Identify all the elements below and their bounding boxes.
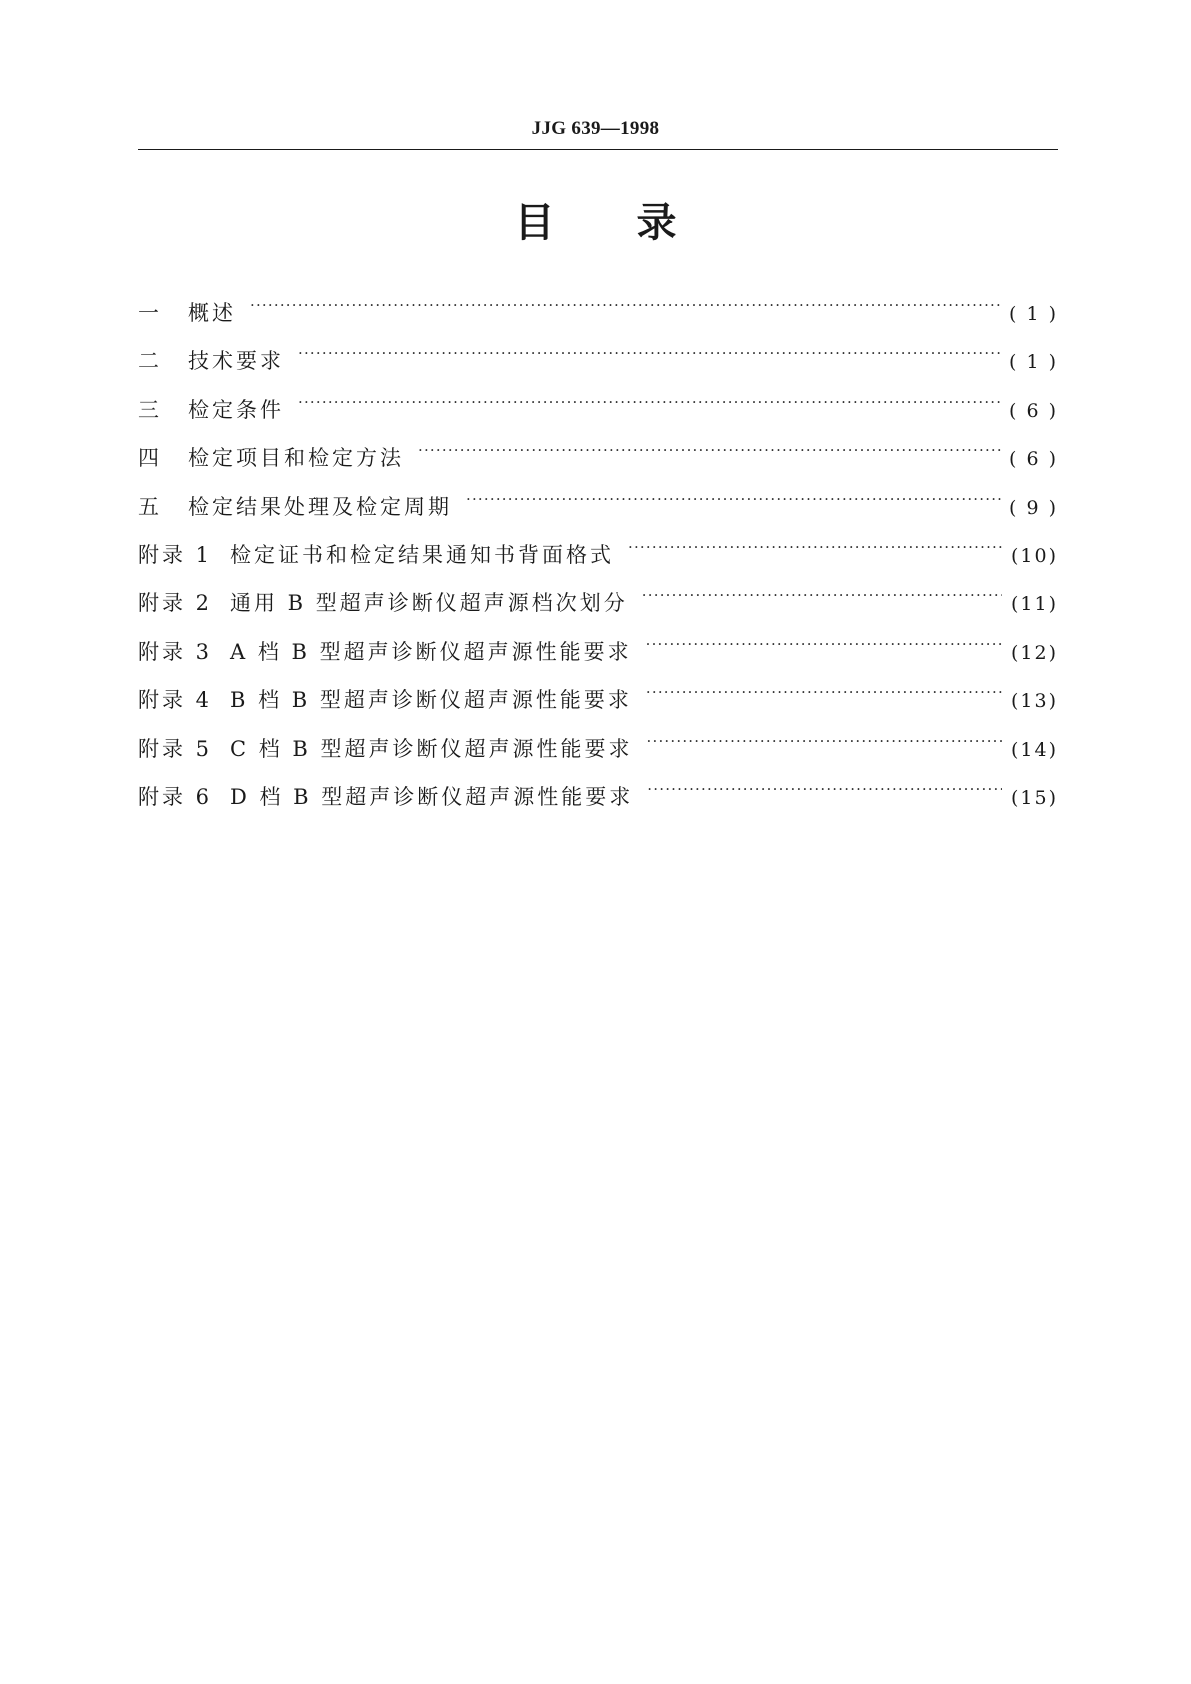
toc-dot-leader	[466, 484, 1001, 514]
page-title	[0, 196, 1191, 250]
toc-entry[interactable]	[138, 338, 1058, 386]
toc-entry-page: (12)	[1010, 641, 1058, 664]
toc-entry-label: 检定结果处理及检定周期	[188, 494, 452, 519]
toc-entry-number: 附录 6	[138, 784, 213, 809]
toc-dot-leader	[642, 580, 1002, 610]
toc-entry-appendix[interactable]	[138, 677, 1058, 725]
toc-entry-appendix[interactable]	[138, 532, 1058, 580]
table-of-contents	[138, 290, 1058, 822]
toc-entry-number: 附录 2	[138, 591, 213, 616]
toc-entry-label: B 档 B 型超声诊断仪超声源性能要求	[230, 688, 632, 713]
toc-entry-appendix[interactable]	[138, 629, 1058, 677]
toc-entry[interactable]	[138, 387, 1058, 435]
toc-entry-number: 四	[138, 446, 162, 471]
toc-entry-label: A 档 B 型超声诊断仪超声源性能要求	[230, 639, 632, 664]
toc-entry-number: 三	[138, 397, 162, 422]
toc-entry-label: C 档 B 型超声诊断仪超声源性能要求	[230, 736, 633, 761]
toc-entry-appendix[interactable]	[138, 774, 1058, 822]
toc-entry-page: ( 1 )	[1009, 303, 1058, 325]
toc-entry-number: 五	[138, 494, 162, 519]
toc-entry-label: 检定条件	[188, 397, 284, 422]
toc-entry-label: 概述	[188, 301, 236, 325]
toc-dot-leader	[647, 726, 1002, 756]
toc-dot-leader	[628, 532, 1002, 562]
toc-entry-number: 一	[138, 301, 162, 325]
toc-entry-label: 检定证书和检定结果通知书背面格式	[230, 542, 614, 567]
toc-entry-number: 附录 5	[138, 736, 213, 761]
toc-dot-leader	[298, 338, 1001, 368]
header-rule	[138, 149, 1058, 150]
toc-entry-page: (15)	[1010, 786, 1058, 809]
toc-entry-page: (13)	[1010, 690, 1058, 713]
toc-entry-appendix[interactable]	[138, 580, 1058, 628]
toc-entry-number: 二	[138, 349, 162, 374]
toc-entry-label: 技术要求	[188, 349, 284, 374]
toc-entry-number: 附录 3	[138, 639, 213, 664]
toc-entry-number: 附录 4	[138, 688, 213, 713]
toc-entry[interactable]	[138, 290, 1058, 338]
toc-entry-page: ( 9 )	[1009, 496, 1058, 519]
toc-dot-leader	[647, 774, 1002, 804]
toc-dot-leader	[418, 435, 1001, 465]
toc-entry-page: (10)	[1010, 544, 1058, 567]
toc-entry[interactable]	[138, 435, 1058, 483]
toc-entry-label: 通用 B 型超声诊断仪超声源档次划分	[230, 591, 628, 616]
toc-entry-label: D 档 B 型超声诊断仪超声源性能要求	[230, 784, 634, 809]
toc-entry-page: (11)	[1010, 593, 1058, 616]
toc-dot-leader	[250, 290, 1001, 320]
toc-entry-page: ( 6 )	[1009, 448, 1058, 471]
toc-entry-page: ( 1 )	[1009, 351, 1058, 374]
toc-dot-leader	[646, 677, 1002, 707]
toc-dot-leader	[646, 629, 1002, 659]
toc-entry-label: 检定项目和检定方法	[188, 446, 404, 471]
toc-dot-leader	[298, 387, 1001, 417]
toc-entry-appendix[interactable]	[138, 726, 1058, 774]
toc-entry-number: 附录 1	[138, 542, 213, 567]
title-char-2: 录	[636, 200, 677, 246]
toc-entry-page: ( 6 )	[1009, 399, 1058, 422]
title-char-1: 目	[514, 200, 555, 246]
toc-entry-page: (14)	[1010, 738, 1058, 761]
toc-entry[interactable]	[138, 484, 1058, 532]
standard-code-header: JJG 639—1998	[531, 118, 660, 139]
